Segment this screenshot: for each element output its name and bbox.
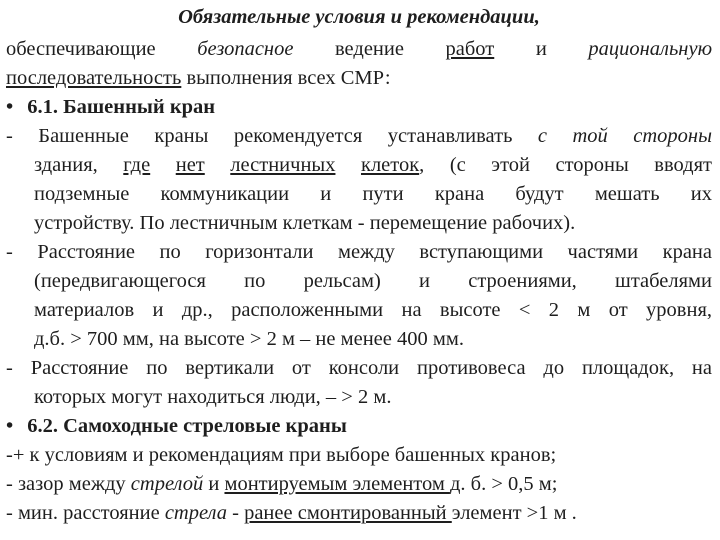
intro-word: ведение [335,38,404,60]
s2-l2-text: и [203,473,225,495]
section-2-heading-text: 6.2. Самоходные стреловые краны [27,415,347,437]
space [205,154,231,176]
intro-word-safe: безопасное [197,38,294,60]
s2-line-1: -+ к условиям и рекомендациям при выборе башенных кранов; [6,444,557,466]
slide-title: Обязательные условия и рекомендации, [178,6,540,28]
section-1-heading-text: 6.1. Башенный кран [27,96,216,118]
space [335,154,361,176]
intro-line-2-rest: выполнения всех СМР: [181,67,391,89]
intro-line-2 [6,64,712,93]
s2-l2-text: д. б. > 0,5 м; [449,473,558,495]
intro-word: и [535,38,547,60]
s1-p1-line-3: подземные коммуникации и пути крана будут мешать их [34,183,712,205]
intro-line-1 [6,35,712,64]
s2-l3-text: элемент >1 м . [451,502,577,524]
s1-p2-line-3: материалов и др., расположенными на высоте < 2 м от уровня, [34,299,712,321]
s2-line-2 [6,470,712,499]
s1-p1-italic: с той стороны [537,125,712,147]
bullet-icon: • [6,96,14,118]
intro-word-sequence: последовательность [6,67,182,89]
s2-line-3 [6,499,712,528]
s2-l3-text: - мин. расстояние [6,502,165,524]
s1-p1-text: - Башенные краны рекомендуется устанавливать [6,125,538,147]
s2-l2-italic: стрелой [130,473,204,495]
section-1-heading [6,93,712,122]
s1-p1-u1: где [123,154,151,176]
section-2-heading [6,412,712,441]
s2-l2-underlined: монтируемым элементом [224,473,450,495]
intro-word: обеспечивающие [6,38,156,60]
s2-l3-italic: стрела [164,502,227,524]
s1-p1-text: , (с этой стороны вводят [419,154,713,176]
s1-p3-line-1: - Расстояние по вертикали от консоли противовеса до площадок, на [6,357,712,379]
intro-word-rational: рациональную [588,38,713,60]
s1-p2-line-4: д.б. > 700 мм, на высоте > 2 м – не менее 400 мм. [34,328,464,350]
s2-l3-underlined: ранее смонтированный [244,502,452,524]
s1-p2-line-2: (передвигающегося по рельсам) и строениями, штабелями [34,270,712,292]
s1-p1-u4: клеток [360,154,420,176]
s2-l2-text: - зазор между [6,473,131,495]
bullet-icon: • [6,415,14,437]
intro-word-works: работ [445,38,495,60]
s1-p1-u3: лестничных [230,154,336,176]
s2-l3-text: - [227,502,245,524]
space [150,154,176,176]
s1-p1-u2: нет [175,154,205,176]
s1-p1-line-4: устройству. По лестничным клеткам - перемещение рабочих). [34,212,576,234]
s1-p1-line-2 [34,151,712,180]
s1-p2-line-1: - Расстояние по горизонтали между вступающими частями крана [6,241,712,263]
s1-p3-line-2: которых могут находиться люди, – > 2 м. [34,386,392,408]
s1-p1-text: здания, [34,154,124,176]
s1-p1-line-1 [6,122,712,151]
